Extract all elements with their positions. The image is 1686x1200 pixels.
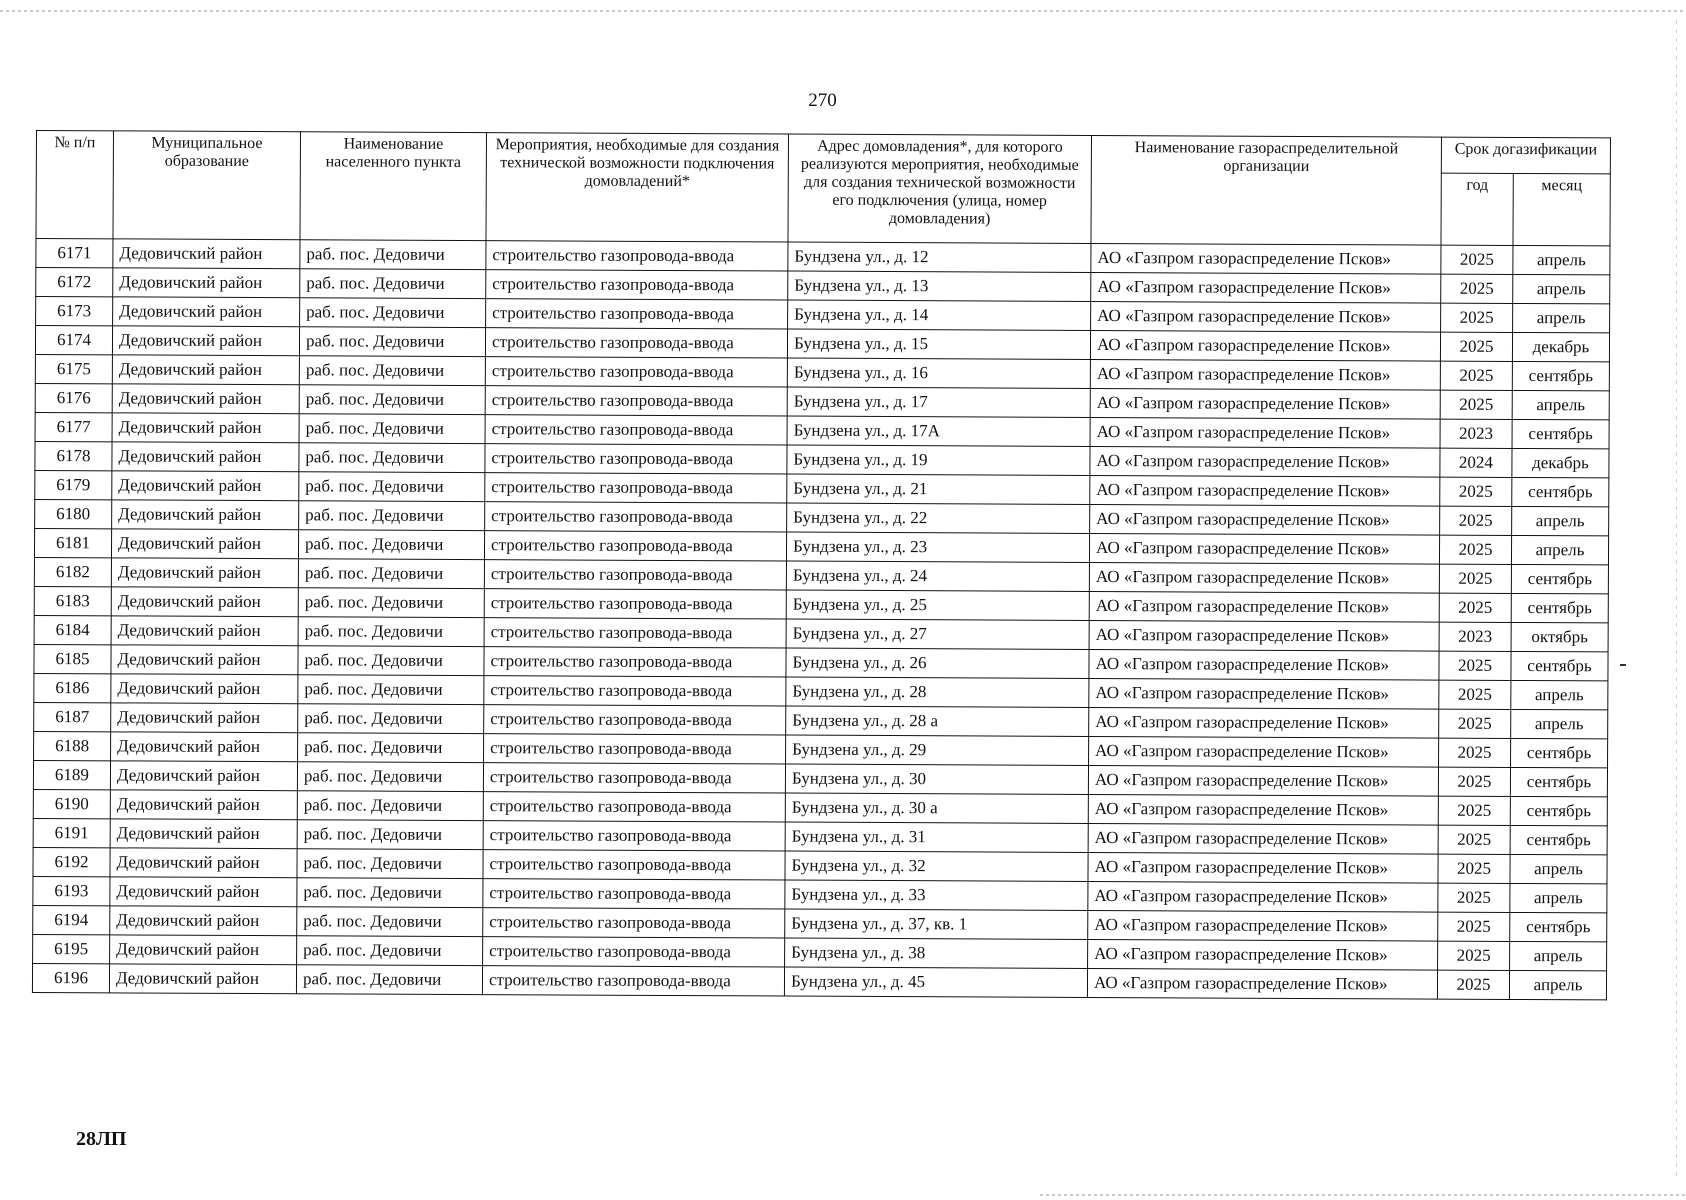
cell-year: 2025	[1438, 912, 1510, 941]
cell-organization: АО «Газпром газораспределение Псков»	[1089, 678, 1439, 709]
cell-organization: АО «Газпром газораспределение Псков»	[1089, 649, 1439, 680]
cell-year: 2025	[1440, 506, 1512, 535]
cell-address: Бундзена ул., д. 19	[787, 445, 1090, 475]
cell-num: 6188	[34, 731, 111, 760]
cell-year: 2025	[1439, 651, 1511, 680]
cell-municipality: Дедовичский район	[109, 964, 296, 994]
cell-year: 2025	[1437, 970, 1509, 999]
cell-year: 2025	[1438, 825, 1510, 854]
cell-municipality: Дедовичский район	[111, 732, 298, 762]
cell-organization: АО «Газпром газораспределение Псков»	[1087, 968, 1437, 999]
cell-address: Бундзена ул., д. 25	[786, 590, 1089, 620]
cell-settlement: раб. пос. Дедовичи	[297, 791, 483, 821]
cell-address: Бундзена ул., д. 45	[784, 967, 1087, 997]
cell-year: 2025	[1440, 477, 1512, 506]
cell-month: апрель	[1513, 303, 1610, 332]
cell-organization: АО «Газпром газораспределение Псков»	[1091, 243, 1441, 274]
cell-num: 6176	[35, 383, 112, 412]
cell-num: 6189	[33, 760, 110, 789]
cell-municipality: Дедовичский район	[111, 529, 298, 559]
table-body	[32, 239, 1610, 1000]
cell-num: 6174	[35, 326, 112, 355]
cell-settlement: раб. пос. Дедовичи	[299, 501, 485, 531]
cell-organization: АО «Газпром газораспределение Псков»	[1089, 562, 1439, 593]
cell-month: октябрь	[1511, 622, 1608, 651]
cell-measure: строительство газопровода-ввода	[484, 589, 786, 619]
cell-month: сентябрь	[1511, 738, 1608, 767]
cell-organization: АО «Газпром газораспределение Псков»	[1088, 910, 1438, 941]
cell-municipality: Дедовичский район	[112, 413, 299, 443]
cell-municipality: Дедовичский район	[111, 587, 298, 617]
cell-year: 2025	[1439, 593, 1511, 622]
cell-organization: АО «Газпром газораспределение Псков»	[1089, 707, 1439, 738]
cell-address: Бундзена ул., д. 31	[785, 822, 1088, 852]
cell-settlement: раб. пос. Дедовичи	[298, 617, 484, 647]
cell-month: сентябрь	[1510, 767, 1607, 796]
cell-measure: строительство газопровода-ввода	[484, 734, 786, 764]
cell-month: сентябрь	[1510, 796, 1607, 825]
cell-month: апрель	[1511, 680, 1608, 709]
cell-settlement: раб. пос. Дедовичи	[298, 733, 484, 763]
cell-year: 2025	[1441, 274, 1513, 303]
scan-edge-right	[1676, 20, 1677, 1180]
cell-num: 6179	[35, 470, 112, 499]
cell-measure: строительство газопровода-ввода	[486, 299, 788, 329]
cell-municipality: Дедовичский район	[110, 848, 297, 878]
cell-month: апрель	[1512, 506, 1609, 535]
cell-month: сентябрь	[1510, 912, 1607, 941]
cell-num: 6171	[36, 239, 113, 268]
cell-organization: АО «Газпром газораспределение Псков»	[1090, 504, 1440, 535]
cell-address: Бундзена ул., д. 28 а	[786, 706, 1089, 736]
header-municipality: Муниципальное образование	[113, 131, 301, 240]
cell-address: Бундзена ул., д. 30	[785, 764, 1088, 794]
cell-municipality: Дедовичский район	[110, 790, 297, 820]
cell-measure: строительство газопровода-ввода	[485, 502, 787, 532]
cell-organization: АО «Газпром газораспределение Псков»	[1090, 475, 1440, 506]
cell-measure: строительство газопровода-ввода	[483, 792, 785, 822]
header-year: год	[1441, 173, 1513, 245]
cell-month: апрель	[1510, 854, 1607, 883]
header-organization: Наименование газораспределительной организации	[1091, 135, 1442, 245]
header-deadline: Срок догазификации	[1441, 137, 1610, 174]
cell-month: апрель	[1511, 535, 1608, 564]
cell-settlement: раб. пос. Дедовичи	[298, 530, 484, 560]
cell-organization: АО «Газпром газораспределение Псков»	[1089, 591, 1439, 622]
cell-address: Бундзена ул., д. 22	[787, 503, 1090, 533]
cell-year: 2025	[1440, 332, 1512, 361]
cell-address: Бундзена ул., д. 14	[788, 300, 1091, 330]
cell-municipality: Дедовичский район	[110, 819, 297, 849]
header-address: Адрес домовладения*, для которого реализуются мероприятия, необходимые для создания технической возможности его подключения (улица, номер домовладения)	[788, 134, 1092, 243]
cell-settlement: раб. пос. Дедовичи	[298, 675, 484, 705]
cell-measure: строительство газопровода-ввода	[483, 850, 785, 880]
page-number: 270	[808, 90, 837, 111]
cell-municipality: Дедовичский район	[112, 471, 299, 501]
cell-municipality: Дедовичский район	[113, 297, 300, 327]
cell-year: 2024	[1440, 448, 1512, 477]
cell-year: 2025	[1438, 883, 1510, 912]
cell-num: 6192	[33, 847, 110, 876]
cell-measure: строительство газопровода-ввода	[484, 618, 786, 648]
cell-year: 2025	[1440, 361, 1512, 390]
margin-mark	[1620, 664, 1626, 666]
cell-measure: строительство газопровода-ввода	[486, 270, 788, 300]
table-row	[32, 963, 1606, 999]
cell-organization: АО «Газпром газораспределение Псков»	[1090, 359, 1440, 390]
cell-num: 6182	[34, 557, 111, 586]
cell-municipality: Дедовичский район	[112, 355, 299, 385]
cell-address: Бундзена ул., д. 24	[786, 561, 1089, 591]
cell-measure: строительство газопровода-ввода	[485, 357, 787, 387]
cell-settlement: раб. пос. Дедовичи	[297, 762, 483, 792]
cell-address: Бундзена ул., д. 17	[787, 387, 1090, 417]
gasification-table	[32, 130, 1611, 1000]
cell-num: 6193	[33, 876, 110, 905]
cell-year: 2025	[1440, 390, 1512, 419]
cell-settlement: раб. пос. Дедовичи	[298, 559, 484, 589]
cell-settlement: раб. пос. Дедовичи	[297, 936, 483, 966]
cell-municipality: Дедовичский район	[111, 558, 298, 588]
cell-municipality: Дедовичский район	[111, 645, 298, 675]
cell-measure: строительство газопровода-ввода	[482, 966, 784, 996]
cell-month: сентябрь	[1511, 651, 1608, 680]
cell-year: 2025	[1439, 680, 1511, 709]
cell-address: Бундзена ул., д. 38	[785, 938, 1088, 968]
cell-organization: АО «Газпром газораспределение Псков»	[1090, 417, 1440, 448]
cell-settlement: раб. пос. Дедовичи	[299, 414, 485, 444]
cell-month: апрель	[1513, 245, 1610, 274]
cell-month: сентябрь	[1511, 564, 1608, 593]
cell-measure: строительство газопровода-ввода	[485, 473, 787, 503]
cell-num: 6184	[34, 615, 111, 644]
cell-organization: АО «Газпром газораспределение Псков»	[1088, 852, 1438, 883]
cell-month: сентябрь	[1511, 593, 1608, 622]
cell-year: 2025	[1438, 854, 1510, 883]
cell-organization: АО «Газпром газораспределение Псков»	[1089, 533, 1439, 564]
cell-organization: АО «Газпром газораспределение Псков»	[1091, 301, 1441, 332]
cell-organization: АО «Газпром газораспределение Псков»	[1091, 272, 1441, 303]
cell-address: Бундзена ул., д. 26	[786, 648, 1089, 678]
cell-measure: строительство газопровода-ввода	[486, 241, 788, 271]
cell-address: Бундзена ул., д. 12	[788, 242, 1091, 272]
cell-year: 2025	[1439, 535, 1511, 564]
cell-measure: строительство газопровода-ввода	[485, 386, 787, 416]
cell-settlement: раб. пос. Дедовичи	[298, 704, 484, 734]
cell-month: апрель	[1511, 709, 1608, 738]
cell-month: сентябрь	[1510, 825, 1607, 854]
cell-municipality: Дедовичский район	[110, 906, 297, 936]
cell-municipality: Дедовичский район	[110, 935, 297, 965]
cell-municipality: Дедовичский район	[110, 877, 297, 907]
cell-month: сентябрь	[1512, 419, 1609, 448]
cell-address: Бундзена ул., д. 21	[787, 474, 1090, 504]
cell-settlement: раб. пос. Дедовичи	[296, 965, 482, 995]
cell-num: 6173	[36, 297, 113, 326]
cell-year: 2025	[1439, 709, 1511, 738]
cell-address: Бундзена ул., д. 16	[787, 358, 1090, 388]
cell-address: Бундзена ул., д. 27	[786, 619, 1089, 649]
cell-year: 2023	[1439, 622, 1511, 651]
cell-num: 6194	[33, 905, 110, 934]
cell-settlement: раб. пос. Дедовичи	[299, 472, 485, 502]
cell-address: Бундзена ул., д. 30 а	[785, 793, 1088, 823]
cell-organization: АО «Газпром газораспределение Псков»	[1088, 765, 1438, 796]
cell-month: апрель	[1509, 970, 1606, 999]
cell-year: 2025	[1438, 941, 1510, 970]
cell-municipality: Дедовичский район	[113, 239, 300, 269]
cell-settlement: раб. пос. Дедовичи	[298, 646, 484, 676]
cell-settlement: раб. пос. Дедовичи	[297, 849, 483, 879]
cell-measure: строительство газопровода-ввода	[483, 937, 785, 967]
cell-municipality: Дедовичский район	[111, 703, 298, 733]
cell-municipality: Дедовичский район	[110, 761, 297, 791]
cell-num: 6185	[34, 644, 111, 673]
cell-num: 6186	[34, 673, 111, 702]
cell-num: 6190	[33, 789, 110, 818]
cell-settlement: раб. пос. Дедовичи	[299, 443, 485, 473]
cell-num: 6178	[35, 441, 112, 470]
cell-municipality: Дедовичский район	[113, 268, 300, 298]
cell-month: апрель	[1512, 390, 1609, 419]
cell-measure: строительство газопровода-ввода	[483, 908, 785, 938]
cell-settlement: раб. пос. Дедовичи	[300, 269, 486, 299]
cell-municipality: Дедовичский район	[112, 500, 299, 530]
cell-num: 6187	[34, 702, 111, 731]
cell-organization: АО «Газпром газораспределение Псков»	[1089, 620, 1439, 651]
cell-organization: АО «Газпром газораспределение Псков»	[1090, 388, 1440, 419]
cell-organization: АО «Газпром газораспределение Псков»	[1088, 823, 1438, 854]
cell-municipality: Дедовичский район	[111, 674, 298, 704]
cell-measure: строительство газопровода-ввода	[483, 879, 785, 909]
cell-num: 6191	[33, 818, 110, 847]
cell-measure: строительство газопровода-ввода	[485, 415, 787, 445]
cell-organization: АО «Газпром газораспределение Псков»	[1090, 330, 1440, 361]
cell-month: апрель	[1510, 941, 1607, 970]
cell-year: 2025	[1439, 738, 1511, 767]
cell-settlement: раб. пос. Дедовичи	[299, 356, 485, 386]
cell-measure: строительство газопровода-ввода	[485, 444, 787, 474]
cell-num: 6175	[35, 354, 112, 383]
cell-address: Бундзена ул., д. 28	[786, 677, 1089, 707]
cell-measure: строительство газопровода-ввода	[484, 531, 786, 561]
cell-year: 2025	[1441, 245, 1513, 274]
cell-num: 6181	[34, 528, 111, 557]
cell-year: 2025	[1438, 767, 1510, 796]
cell-address: Бундзена ул., д. 37, кв. 1	[785, 909, 1088, 939]
header-month: месяц	[1513, 173, 1610, 245]
cell-municipality: Дедовичский район	[112, 442, 299, 472]
cell-num: 6183	[34, 586, 111, 615]
cell-month: декабрь	[1512, 448, 1609, 477]
cell-settlement: раб. пос. Дедовичи	[300, 240, 486, 270]
cell-address: Бундзена ул., д. 23	[786, 532, 1089, 562]
cell-measure: строительство газопровода-ввода	[483, 821, 785, 851]
cell-settlement: раб. пос. Дедовичи	[299, 385, 485, 415]
cell-address: Бундзена ул., д. 29	[786, 735, 1089, 765]
scan-edge-top	[0, 10, 1686, 12]
cell-measure: строительство газопровода-ввода	[484, 676, 786, 706]
cell-municipality: Дедовичский район	[112, 326, 299, 356]
footer-code: 28ЛП	[76, 1128, 127, 1150]
cell-address: Бундзена ул., д. 13	[788, 271, 1091, 301]
cell-num: 6180	[35, 499, 112, 528]
cell-organization: АО «Газпром газораспределение Псков»	[1088, 881, 1438, 912]
cell-measure: строительство газопровода-ввода	[484, 560, 786, 590]
scan-edge-bottom	[1040, 1194, 1686, 1196]
cell-settlement: раб. пос. Дедовичи	[298, 588, 484, 618]
cell-settlement: раб. пос. Дедовичи	[300, 298, 486, 328]
cell-month: сентябрь	[1512, 477, 1609, 506]
cell-num: 6196	[32, 963, 109, 992]
cell-settlement: раб. пос. Дедовичи	[297, 907, 483, 937]
cell-month: декабрь	[1512, 332, 1609, 361]
cell-year: 2023	[1440, 419, 1512, 448]
cell-address: Бундзена ул., д. 33	[785, 880, 1088, 910]
cell-address: Бундзена ул., д. 15	[787, 329, 1090, 359]
cell-num: 6195	[33, 934, 110, 963]
cell-month: апрель	[1510, 883, 1607, 912]
cell-organization: АО «Газпром газораспределение Псков»	[1088, 939, 1438, 970]
cell-measure: строительство газопровода-ввода	[484, 647, 786, 677]
cell-measure: строительство газопровода-ввода	[485, 328, 787, 358]
cell-address: Бундзена ул., д. 17А	[787, 416, 1090, 446]
cell-settlement: раб. пос. Дедовичи	[299, 327, 485, 357]
cell-measure: строительство газопровода-ввода	[484, 705, 786, 735]
cell-organization: АО «Газпром газораспределение Псков»	[1089, 736, 1439, 767]
cell-month: апрель	[1513, 274, 1610, 303]
cell-month: сентябрь	[1512, 361, 1609, 390]
cell-municipality: Дедовичский район	[112, 384, 299, 414]
cell-settlement: раб. пос. Дедовичи	[297, 878, 483, 908]
cell-municipality: Дедовичский район	[111, 616, 298, 646]
header-num: № п/п	[36, 131, 114, 239]
header-settlement: Наименование населенного пункта	[300, 132, 487, 241]
cell-address: Бундзена ул., д. 32	[785, 851, 1088, 881]
cell-measure: строительство газопровода-ввода	[483, 763, 785, 793]
header-measures: Мероприятия, необходимые для создания технической возможности подключения домовладений*	[486, 133, 789, 242]
cell-year: 2025	[1439, 564, 1511, 593]
cell-year: 2025	[1438, 796, 1510, 825]
cell-year: 2025	[1441, 303, 1513, 332]
cell-num: 6172	[36, 268, 113, 297]
cell-settlement: раб. пос. Дедовичи	[297, 820, 483, 850]
cell-organization: АО «Газпром газораспределение Псков»	[1088, 794, 1438, 825]
cell-num: 6177	[35, 412, 112, 441]
cell-organization: АО «Газпром газораспределение Псков»	[1090, 446, 1440, 477]
